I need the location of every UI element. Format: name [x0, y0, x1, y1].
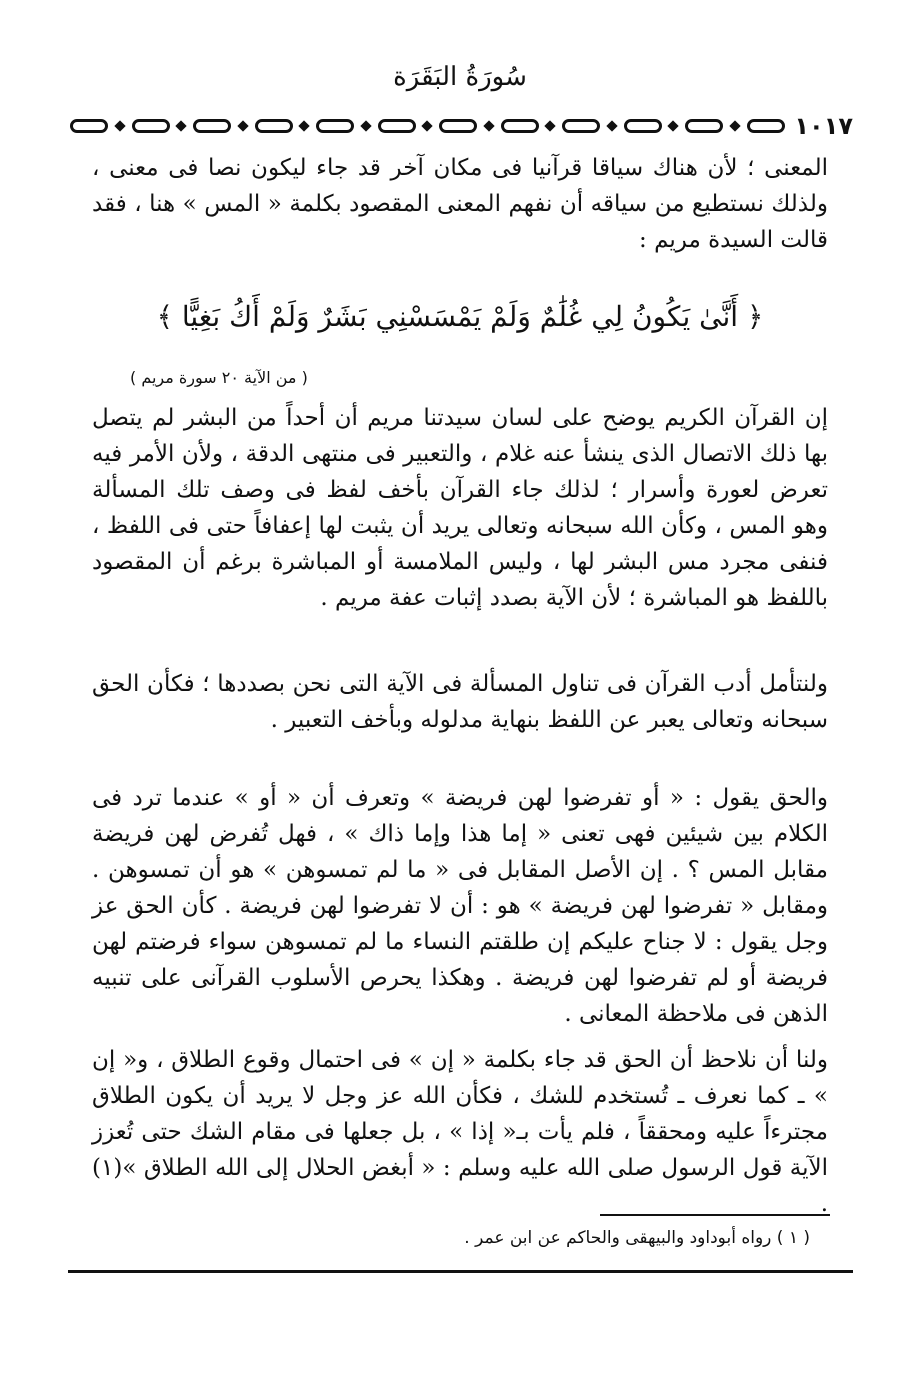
- footnote: ( ١ ) رواه أبوداود والبيهقى والحاكم عن ابن عمر .: [464, 1228, 810, 1248]
- paragraph-3: ولنتأمل أدب القرآن فى تناول المسألة فى الآية التى نحن بصددها ؛ فكأن الحق سبحانه وتعالى يعبر عن اللفظ بنهاية مدلوله وبأخف التعبير .: [92, 671, 828, 733]
- ornament-diamond: [299, 120, 310, 131]
- ornament-diamond: [176, 120, 187, 131]
- footnote-divider: [600, 1214, 830, 1216]
- paragraph-1: المعنى ؛ لأن هناك سياقا قرآنيا فى مكان آخر قد جاء ليكون نصا فى معنى ، ولذلك نستطيع من سياقه أن نفهم المعنى المقصود بكلمة « المس » هنا ، فقد قالت السيدة مريم :: [92, 155, 828, 253]
- header-ornament-border: [70, 112, 855, 140]
- ornament-oval: [562, 119, 600, 133]
- paragraph-2: إن القرآن الكريم يوضح على لسان سيدتنا مريم أن أحداً من البشر لم يتصل بها ذلك الاتصال الذى ينشأ عنه غلام ، والتعبير فى منتهى الدقة ، ولأن الأمر فيه تعرض لعورة وأسرار ؛ لذلك جاء القرآن بأخف لفظ فى وصف تلك المسألة وهو المس ، وكأن الله سبحانه وتعالى يريد أن يثبت لها إعفافاً حتى فى اللفظ ، فنفى مجرد مس البشر لها ، وليس الملامسة أو المباشرة برغم أن المقصود باللفظ هو المباشرة ؛ لأن الآية بصدد إثبات عفة مريم .: [92, 405, 828, 611]
- ornament-diamond: [606, 120, 617, 131]
- ornament-oval: [747, 119, 785, 133]
- bottom-border-line: [68, 1270, 853, 1273]
- verse-reference: ( من الآية ٢٠ سورة مريم ): [130, 368, 308, 387]
- ornament-diamond: [545, 120, 556, 131]
- ornament-diamond: [483, 120, 494, 131]
- ornament-diamond: [422, 120, 433, 131]
- ornament-oval: [624, 119, 662, 133]
- ornament-diamond: [114, 120, 125, 131]
- ornament-oval: [685, 119, 723, 133]
- paragraph-4: والحق يقول : « أو تفرضوا لهن فريضة » وتعرف أن « أو » عندما ترد فى الكلام بين شيئين فهى تعنى « إما هذا وإما ذاك » ، فهل تُفرض لهن فريضة مقابل المس ؟ . إن الأصل المقابل فى « ما لم تمسوهن » هو أن تمسوهن . ومقابل « تفرضوا لهن فريضة » هو : أن لا تفرضوا لهن فريضة . كأن الحق عز وجل يقول : لا جناح عليكم إن طلقتم النساء ما لم تمسوهن سواء فرضتم لهن فريضة أو لم تفرضوا لهن فريضة . وهكذا يحرص الأسلوب القرآنى على تنبيه الذهن فى ملاحظة المعانى .: [92, 785, 828, 1027]
- ornament-diamond: [237, 120, 248, 131]
- ornament-oval: [439, 119, 477, 133]
- ornament-oval: [193, 119, 231, 133]
- ornament-oval: [378, 119, 416, 133]
- ornament-oval: [316, 119, 354, 133]
- quran-verse: ﴿ أَنَّىٰ يَكُونُ لِي غُلَٰمٌ وَلَمْ يَمْسَسْنِي بَشَرٌ وَلَمْ أَكُ بَغِيًّا ﴾: [156, 300, 764, 333]
- ornament-oval: [255, 119, 293, 133]
- ornament-diamond: [668, 120, 679, 131]
- ornament-oval: [70, 119, 108, 133]
- page-number: ١٠١٧: [794, 112, 853, 140]
- ornament-diamond: [360, 120, 371, 131]
- ornament-oval: [501, 119, 539, 133]
- surah-title: سُورَةُ البَقَرَة: [393, 62, 527, 92]
- ornament-oval: [132, 119, 170, 133]
- paragraph-5: ولنا أن نلاحظ أن الحق قد جاء بكلمة « إن » فى احتمال وقوع الطلاق ، و« إن » ـ كما نعرف ـ تُستخدم للشك ، فكأن الله عز وجل لا يريد أن يكون الطلاق مجترءاً عليه ومحققاً ، فلم يأت بـ« إذا » ، بل جعلها فى مقام الشك حتى تُعزز الآية قول الرسول صلى الله عليه وسلم : « أبغض الحلال إلى الله الطلاق »(١) .: [92, 1047, 828, 1217]
- ornament-diamond: [729, 120, 740, 131]
